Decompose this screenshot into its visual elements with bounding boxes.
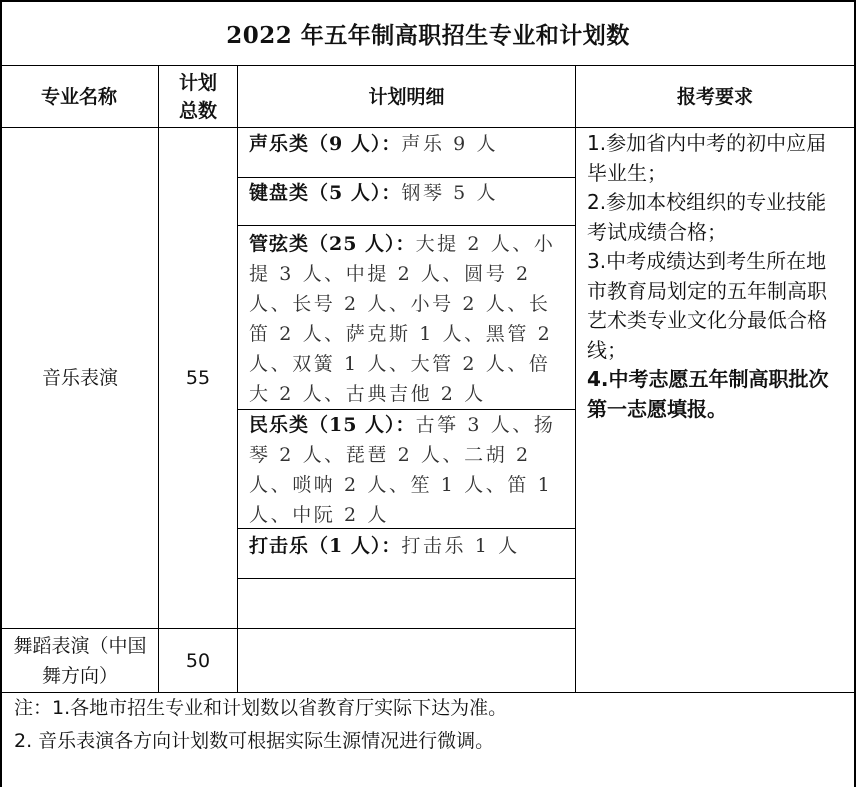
detail-folk-text: 古筝 3 人、扬琴 2 人、琵琶 2 人、二胡 2 人、唢呐 2 人、笙 1 人、笛 1 人、中阮 2 人 — [249, 414, 556, 526]
detail-vocal-text: 声乐 9 人 — [401, 133, 499, 155]
major-music-performance: 音乐表演 — [41, 367, 118, 389]
detail-keyboard — [238, 178, 575, 208]
header-requirements: 报考要求 — [676, 85, 753, 108]
requirement-3: 3.中考成绩达到考生所在地市教育局划定的五年制高职艺术类专业文化分最低合格线； — [587, 249, 827, 362]
note-2: 2. 音乐表演各方向计划数可根据实际生源情况进行微调。 — [14, 730, 495, 752]
divider-detail-2 — [238, 225, 575, 226]
detail-keyboard-text: 钢琴 5 人 — [401, 182, 499, 204]
detail-orchestral-label: 管弦类（25 人）： — [249, 233, 416, 255]
total-music-performance: 55 — [185, 367, 211, 389]
detail-percussion-text: 打击乐 1 人 — [401, 535, 520, 557]
detail-orchestral — [238, 229, 575, 409]
detail-vocal-label: 声乐类（9 人）： — [249, 133, 402, 155]
requirement-1: 1.参加省内中考的初中应届毕业生； — [587, 131, 827, 185]
header-plan-detail: 计划明细 — [368, 85, 445, 108]
header-plan-total-line2: 总数 — [178, 99, 217, 122]
total-dance-performance: 50 — [185, 649, 211, 672]
header-plan-total — [159, 66, 237, 127]
detail-vocal — [238, 129, 575, 159]
table-title: 2022 年五年制高职招生专业和计划数 — [226, 22, 630, 49]
detail-folk-label: 民乐类（15 人）： — [249, 414, 416, 436]
note-1: 注：1.各地市招生专业和计划数以省教育厅实际下达为准。 — [14, 697, 508, 719]
requirements-list — [576, 129, 854, 424]
requirement-4: 4.中考志愿五年制高职批次第一志愿填报。 — [587, 367, 829, 421]
header-major-name: 专业名称 — [40, 85, 117, 108]
detail-orchestral-text: 大提 2 人、小提 3 人、中提 2 人、圆号 2 人、长号 2 人、小号 2 人、长笛 2 人、萨克斯 1 人、黑管 2 人、双簧 1 人、大管 2 人、倍大 2 人、古典吉他 2 人 — [249, 233, 556, 405]
detail-percussion — [238, 531, 575, 561]
divider-detail-5 — [238, 578, 575, 579]
detail-keyboard-label: 键盘类（5 人）： — [249, 182, 402, 204]
requirement-2: 2.参加本校组织的专业技能考试成绩合格； — [587, 190, 827, 244]
detail-percussion-label: 打击乐（1 人）： — [249, 535, 402, 557]
detail-folk — [238, 410, 575, 530]
header-plan-total-line1: 计划 — [178, 71, 217, 94]
major-dance-performance: 舞蹈表演（中国舞方向） — [13, 634, 147, 687]
